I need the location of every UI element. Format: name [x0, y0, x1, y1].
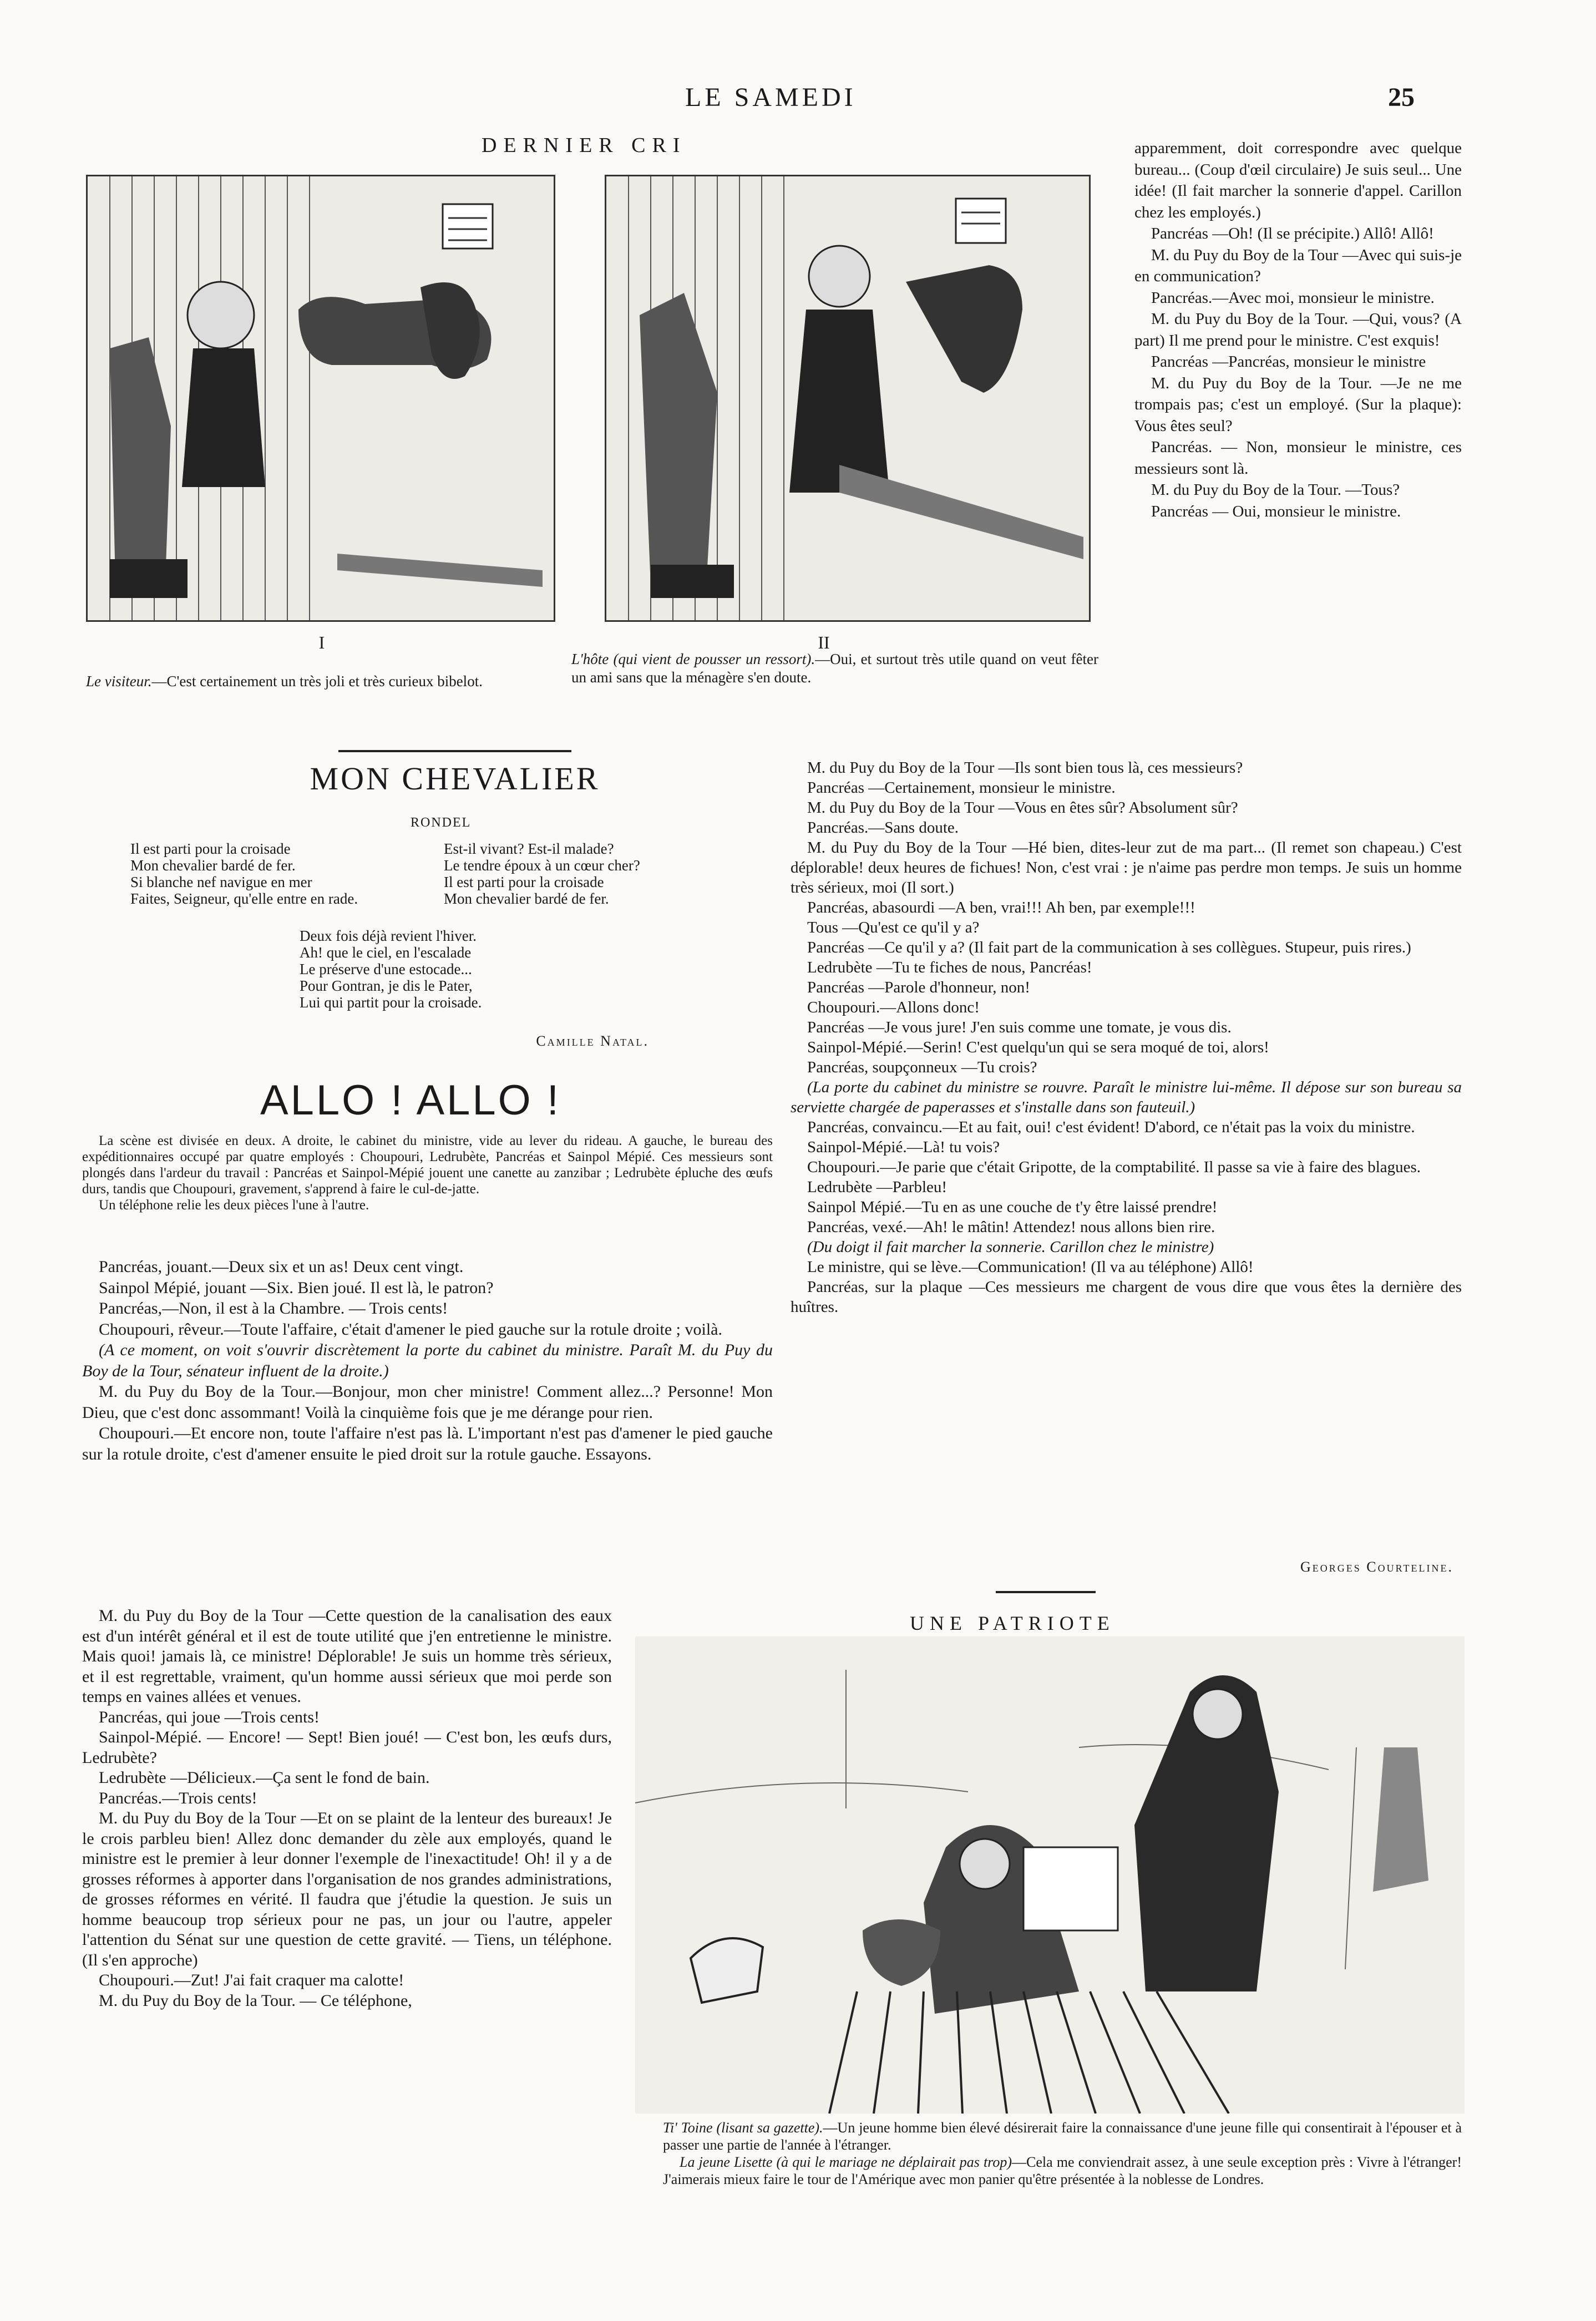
poem-line: Le tendre époux à un cœur cher? [444, 857, 640, 874]
poem-line: Est-il vivant? Est-il malade? [444, 840, 614, 857]
dialogue-line: Choupouri.—Zut! J'ai fait craquer ma calotte! [99, 1971, 404, 1989]
panel-1-text: —C'est certainement un très joli et très curieux bibelot. [151, 673, 483, 690]
right-top-paragraph: M. du Puy du Boy de la Tour —Avec qui suis-je en communication? [1134, 246, 1462, 285]
dialogue-line: (A ce moment, on voit s'ouvrir discrètement la porte du cabinet du ministre. Paraît M. du Puy du Boy de la Tour, sénateur influent de la droite.) [82, 1341, 773, 1380]
mon-chevalier-subtitle: RONDEL [411, 815, 472, 830]
allo-author: Georges Courteline. [1300, 1559, 1453, 1575]
patriote-caption [663, 2119, 1462, 2188]
stage-paragraph: La scène est divisée en deux. A droite, le cabinet du ministre, vide au lever du rideau. A gauche, le bureau des expéditionnaires occupé par quatre employés : Choupouri, Ledrubète, Pancréas et Sainpol Mépié. Ces messieurs sont plongés dans l'ardeur du travail : Pancréas et Sainpol-Mépié jouent une canette au zanzibar ; Ledrubète épluche des œufs durs, tandis que Choupouri, gravement, s'apprend à faire le cul-de-jatte. [82, 1133, 773, 1197]
mon-chevalier-top-rule [338, 750, 571, 752]
dialogue-line: Pancréas, jouant.—Deux six et un as! Deux cent vingt. [99, 1258, 464, 1276]
allo-left-column-narrow [82, 1606, 612, 2011]
dialogue-line: M. du Puy du Boy de la Tour —Cette question de la canalisation des eaux est d'un intérêt général et il est de toute utilité que j'en entretienne le ministre. Mais quoi! jamais là, ce ministre! Déplorable! Je suis un homme très sérieux, et il est regrettable, vraiment, qu'un homme aussi sérieux que moi perde son temps en vaines allées et venues. [82, 1607, 612, 1706]
right-top-paragraph: Pancréas.—Avec moi, monsieur le ministre. [1151, 288, 1435, 307]
poem-line: Pour Gontran, je dis le Pater, [300, 977, 473, 994]
poem-line: Ah! que le ciel, en l'escalade [300, 944, 472, 961]
dialogue-line: Pancréas,—Non, il est à la Chambre. — Trois cents! [99, 1299, 448, 1317]
panel-1-caption [86, 672, 552, 691]
mon-chevalier-author: Camille Natal. [536, 1033, 649, 1049]
panel-2-caption [571, 650, 1098, 687]
dialogue-line: Tous —Qu'est ce qu'il y a? [807, 919, 980, 936]
right-top-paragraph: Pancréas — Oui, monsieur le ministre. [1151, 502, 1401, 520]
right-top-paragraph: apparemment, doit correspondre avec quelque bureau... (Coup d'œil circulaire) Je suis seul... Une idée! (Il fait marcher la sonnerie d'appel. Carillon chez les employés.) [1134, 139, 1462, 221]
allo-left-column [82, 1256, 773, 1464]
dialogue-line: Sainpol-Mépié.—Serin! C'est quelqu'un qui se sera moqué de toi, alors! [807, 1038, 1269, 1056]
dialogue-line: Pancréas, soupçonneux —Tu crois? [807, 1058, 1037, 1076]
dialogue-line: Pancréas, convaincu.—Et au fait, oui! c'est évident! D'abord, ce n'était pas la voix du ministre. [807, 1118, 1415, 1136]
right-top-paragraph: Pancréas. — Non, monsieur le ministre, ces messieurs sont là. [1134, 438, 1462, 478]
poem-line: Il est parti pour la croisade [130, 840, 291, 857]
dialogue-line: Pancréas —Certainement, monsieur le ministre. [807, 779, 1116, 797]
right-top-paragraph: Pancréas —Oh! (Il se précipite.) Allô! Allô! [1151, 225, 1434, 242]
panel-1-speaker: Le visiteur. [86, 673, 152, 690]
stanza-left [130, 840, 430, 907]
dialogue-line: Ledrubète —Parbleu! [807, 1178, 948, 1196]
dernier-cri-title: DERNIER CRI [482, 134, 687, 157]
panel-2-speaker: L'hôte (qui vient de pousser un ressort). [571, 651, 815, 667]
dialogue-line: M. du Puy du Boy de la Tour —Et on se plaint de la lenteur des bureaux! Je le crois parbleu bien! Allez donc demander du zèle aux employés, quand le ministre est le premier à leur donner l'exemple de l'inexactitude! Oh! il y a de grosses réformes à apporter dans l'organisation de nos grandes administrations, de grosses réformes en vérité. Il faudra que j'étudie la question. Je suis un homme beaucoup trop sérieux pour ne pas, un jour ou l'autre, appeler l'attention du Sénat sur une question de cette gravité. — Tiens, un téléphone. (Il s'en approche) [82, 1809, 612, 1969]
patriote-title: UNE PATRIOTE [910, 1612, 1115, 1634]
dialogue-line: Pancréas, qui joue —Trois cents! [99, 1707, 320, 1726]
dialogue-line: Choupouri.—Je parie que c'était Gripotte, de la comptabilité. Il passe sa vie à faire des blagues. [807, 1158, 1421, 1176]
patriote-speaker-1: Ti' Toine (lisant sa gazette). [663, 2120, 823, 2136]
dialogue-line: Sainpol Mépié.—Tu en as une couche de t'y être laissé prendre! [807, 1198, 1218, 1216]
panel-2-text: —Oui, et surtout très utile quand on veut fêter un ami sans que la ménagère s'en doute. [571, 651, 1099, 686]
dialogue-line: Ledrubète —Délicieux.—Ça sent le fond de bain. [99, 1768, 430, 1787]
dialogue-line: (Du doigt il fait marcher la sonnerie. Carillon chez le ministre) [807, 1238, 1214, 1256]
dialogue-line: Pancréas —Ce qu'il y a? (Il fait part de la communication à ses collègues. Stupeur, puis rires.) [807, 939, 1411, 956]
patriote-caption-1 [663, 2119, 1462, 2153]
panel-1-numeral: I [318, 632, 325, 652]
dialogue-line: Sainpol-Mépié.—Là! tu vois? [807, 1138, 1000, 1156]
dialogue-line: Choupouri, rêveur.—Toute l'affaire, c'était d'amener le pied gauche sur la rotule droite ; voilà. [99, 1320, 722, 1339]
dialogue-line: Pancréas —Parole d'honneur, non! [807, 979, 1030, 996]
dialogue-line: Pancréas.—Trois cents! [99, 1788, 257, 1807]
dialogue-line: M. du Puy du Boy de la Tour. — Ce téléphone, [99, 1991, 412, 2010]
poem-line: Le préserve d'une estocade... [300, 961, 472, 977]
dialogue-line: Sainpol-Mépié. — Encore! — Sept! Bien joué! — C'est bon, les œufs durs, Ledrubète? [82, 1728, 612, 1767]
patriote-speaker-2: La jeune Lisette (à qui le mariage ne déplairait pas trop) [680, 2154, 1012, 2170]
dialogue-line: Sainpol Mépié, jouant —Six. Bien joué. Il est là, le patron? [99, 1278, 494, 1297]
dialogue-line: Ledrubète —Tu te fiches de nous, Pancréas! [807, 959, 1092, 976]
stage-paragraph: Un téléphone relie les deux pièces l'une à l'autre. [99, 1198, 369, 1213]
dialogue-line: Choupouri.—Allons donc! [807, 999, 980, 1016]
dialogue-line: Le ministre, qui se lève.—Communication! (Il va au téléphone) Allô! [807, 1258, 1254, 1276]
stanza-right [444, 840, 760, 907]
allo-stage-directions [82, 1133, 773, 1213]
poem-line: Mon chevalier bardé de fer. [130, 857, 296, 874]
poem-line: Lui qui partit pour la croisade. [300, 994, 482, 1011]
poem-line: Faites, Seigneur, qu'elle entre en rade. [130, 890, 358, 907]
patriote-text-1: —Un jeune homme bien élevé désirerait faire la connaissance d'une jeune fille qui consentirait à l'épouser et à passer une partie de l'année à l'étranger. [663, 2120, 1462, 2153]
patriote-caption-2 [663, 2153, 1462, 2188]
dialogue-line: Pancréas, abasourdi —A ben, vrai!!! Ah ben, par exemple!!! [807, 899, 1195, 916]
poem-line: Si blanche nef navigue en mer [130, 874, 312, 890]
right-top-paragraph: M. du Puy du Boy de la Tour. —Tous? [1151, 481, 1400, 499]
patriote-top-rule [996, 1591, 1096, 1593]
page-number: 25 [1388, 83, 1415, 112]
dialogue-line: Pancréas —Je vous jure! J'en suis comme une tomate, je vous dis. [807, 1018, 1232, 1036]
allo-title: ALLO ! ALLO ! [260, 1077, 561, 1124]
poem-line: Deux fois déjà revient l'hiver. [300, 928, 477, 944]
mon-chevalier-title: MON CHEVALIER [310, 761, 600, 797]
patriote-illustration [635, 1636, 1465, 2114]
right-top-paragraph: M. du Puy du Boy de la Tour. —Qui, vous? (A part) Il me prend pour le ministre. C'est exquis! [1134, 310, 1462, 349]
dialogue-line: Pancréas, sur la plaque —Ces messieurs me chargent de vous dire que vous êtes la dernière des huîtres. [791, 1278, 1462, 1316]
dialogue-line: M. du Puy du Boy de la Tour —Vous en êtes sûr? Absolument sûr? [807, 799, 1238, 817]
dialogue-line: M. du Puy du Boy de la Tour.—Bonjour, mon cher ministre! Comment allez...? Personne! Mon Dieu, que c'est donc assommant! Voilà la cinquième fois que je me dérange pour rien. [82, 1382, 773, 1422]
dialogue-line: M. du Puy du Boy de la Tour —Ils sont bien tous là, ces messieurs? [807, 759, 1243, 777]
dialogue-line: M. du Puy du Boy de la Tour —Hé bien, dites-leur zut de ma part... (Il remet son chapeau.) C'est déplorable! deux heures de fichues! Non, c'est vrai : je n'aime pas perdre mon temps. Je suis un homme très sérieux, moi (Il sort.) [791, 839, 1462, 896]
dialogue-line: Pancréas.—Sans doute. [807, 819, 959, 837]
right-top-paragraph: Pancréas —Pancréas, monsieur le ministre [1151, 353, 1426, 371]
poem-line: Mon chevalier bardé de fer. [444, 890, 609, 907]
patriote-text-2: —Cela me conviendrait assez, à une seule exception près : Vivre à l'étranger! J'aimerais mieux faire le tour de l'Amérique avec mon panier qu'être présentée à la noblesse de Londres. [663, 2154, 1462, 2187]
right-top-column [1134, 138, 1462, 522]
right-top-paragraph: M. du Puy du Boy de la Tour. —Je ne me trompais pas; c'est un employé. (Sur la plaque): Vous êtes seul? [1134, 374, 1462, 435]
page-header-title: LE SAMEDI [685, 83, 857, 112]
stanza-center [300, 928, 610, 1011]
dialogue-line: Pancréas, vexé.—Ah! le mâtin! Attendez! nous allons bien rire. [807, 1218, 1215, 1236]
allo-middle-column [791, 758, 1462, 1317]
illustration-panel-1 [86, 175, 555, 622]
panel-2-numeral: II [818, 632, 830, 652]
illustration-panel-2 [605, 175, 1091, 622]
dialogue-line: Choupouri.—Et encore non, toute l'affaire n'est pas là. L'important n'est pas d'amener le pied gauche sur la rotule droite, c'est d'amener ensuite le pied droit sur la rotule gauche. Essayons. [82, 1424, 773, 1463]
dialogue-line: (La porte du cabinet du ministre se rouvre. Paraît le ministre lui-même. Il dépose sur son bureau sa serviette chargée de paperasses et s'installe dans son fauteuil.) [791, 1078, 1462, 1116]
poem-line: Il est parti pour la croisade [444, 874, 604, 890]
